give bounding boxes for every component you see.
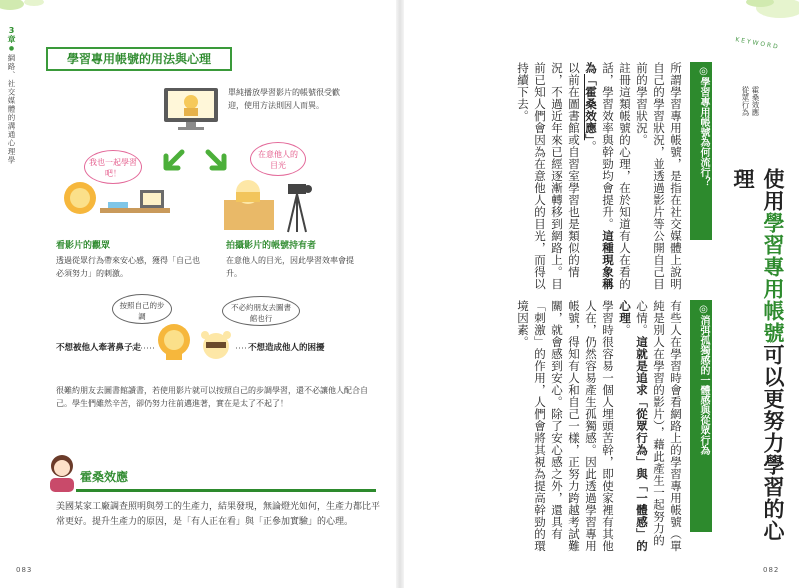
raccoon-character — [196, 330, 236, 364]
label-right: 不想造成他人的困擾 — [248, 343, 325, 353]
effect-text: 美國某家工廠調查照明與勞工的生產力，結果發現，無論燈光如何，生產力都比平常更好。提升生產力的原因，是「有人正在看」與「正參加實驗」的心理。 — [56, 502, 381, 527]
summary-text: 很難約朋友去圖書館讀書，若使用影片就可以按照自己的步調學習，還不必讓他人配合自己。學生們雖然辛苦，卻仍努力往前邁進著，實在是太了不起了！ — [56, 386, 368, 408]
section-title: 學習專用帳號的用法與心理 — [46, 47, 232, 71]
col3-bold: 這就是追求「從眾行為」與「一體感」的心理 — [618, 300, 649, 552]
dotted-leader — [236, 346, 248, 350]
dotted-leader — [132, 346, 156, 350]
leaf-decoration — [0, 0, 60, 30]
col2-text: 以前在圖書館或自習室學習也是類似的情況，不過近年來已經逐漸轉移到網路上。目前已知人們會因為在意他人的目光，而得以持續下去。 — [516, 62, 581, 290]
poster-illustration — [222, 170, 322, 236]
title-post: 可以更努力學習的心理 — [731, 168, 785, 542]
page-number-left: 083 — [16, 566, 33, 574]
page-gutter — [396, 0, 404, 588]
viewer-text: 透過從眾行為帶來安心感，獲得「自己也必須努力」的刺激。 — [56, 256, 200, 278]
chapter-dot: ● — [8, 45, 15, 52]
effect-title: 霍桑效應 — [76, 466, 376, 492]
col1-term: 「霍桑效應」 — [584, 74, 598, 141]
top-caption: 單純播放學習影片的帳號很受歡迎，使用方法則因人而異。 — [228, 88, 340, 110]
keyword-term-2: 從眾行為 — [741, 86, 750, 116]
body-column-1 — [468, 62, 684, 294]
col1-text-c: 。 — [584, 140, 598, 153]
speech-bubble-right: 在意他人的目光 — [250, 142, 306, 176]
thought-bubble-right: 不必約朋友去圖書館也行 — [222, 296, 300, 326]
title-green: 學習專用帳號 — [761, 212, 785, 344]
col1-text-a: 所謂學習專用帳號，是指在社交媒體上說明自己的學習狀況，並透過影片等公開自己目前的學習狀況。 — [635, 62, 683, 290]
thought-bubble-left: 按照自己的步調 — [112, 294, 172, 324]
chapter-title: 網路、社交媒體的溝通心理學 — [7, 54, 16, 165]
label-left: 不想被他人牽著鼻子走 — [56, 343, 142, 353]
col3-text-a: 有些人在學習時會看網路上的學習專用帳號（單純是別人在學習的影片），藉此產生一起努力的心情。 — [635, 300, 683, 552]
poster-heading: 拍攝影片的帳號持有者 — [226, 241, 317, 251]
page-number-right: 082 — [763, 566, 780, 574]
viewer-illustration — [50, 168, 180, 234]
col1-text-b: 註冊這類帳號的心理，在於知道有人在看的話，學習效率與幹勁均會提升。 — [601, 62, 632, 290]
chapter-sidebar — [6, 26, 20, 165]
monitor-illustration — [162, 86, 220, 132]
leaf-decoration — [700, 0, 799, 40]
speech-bubble-left: 我也一起學習吧！ — [84, 150, 142, 184]
col1-bold: 這種現象稱為 — [584, 62, 615, 290]
chapter-number: 3章 — [7, 26, 16, 43]
page-title — [728, 168, 788, 548]
lion-character — [152, 322, 198, 362]
col4-text: 學習時很容易一個人埋頭苦幹，即使家裡有其他人在，仍然容易產生孤獨感。因此透過學習專用帳號，得知有人和自己一樣，正努力跨越考試難關，就會感到安心。除了安心感之外，還具有「刺激」的作用，人們會將其視為提高幹勁的環境因素。 — [516, 300, 615, 552]
subhead-1: ◎學習專用帳號為何流行？ — [690, 62, 712, 240]
subhead-2: ◎消弭孤獨感的一體感與從眾行為 — [690, 300, 712, 532]
viewer-heading: 看影片的觀眾 — [56, 241, 111, 251]
keyword-label: KEYWORD — [734, 36, 781, 51]
keyword-terms — [740, 86, 760, 146]
teacher-avatar — [44, 452, 80, 492]
title-pre: 使用 — [761, 168, 785, 212]
poster-text: 在意他人的目光，因此學習效率會提升。 — [226, 256, 354, 278]
body-column-2 — [462, 300, 684, 556]
col3-text-c: 。 — [618, 324, 632, 336]
keyword-term-1: 霍桑效應 — [751, 86, 760, 116]
